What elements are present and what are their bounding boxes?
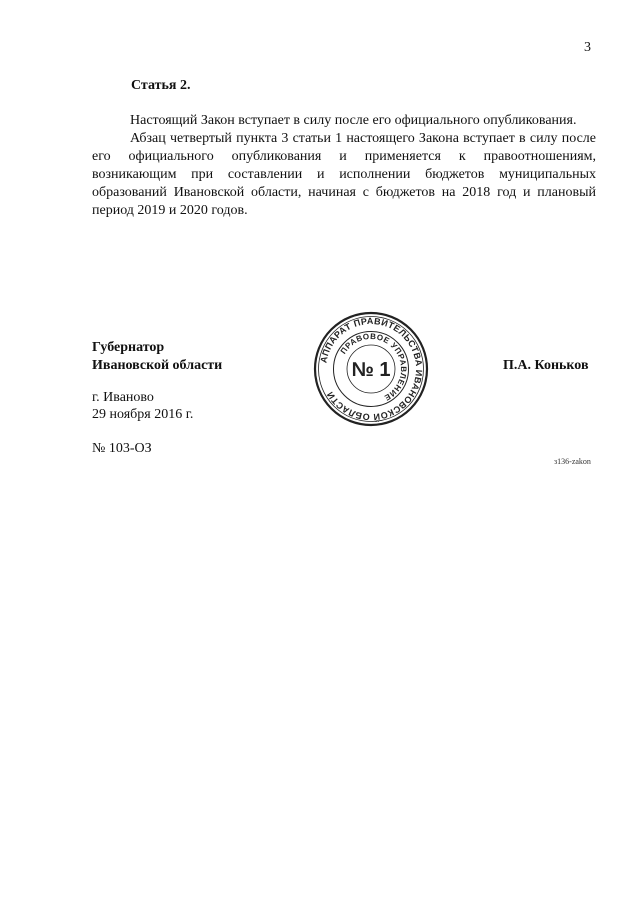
law-number: № 103-ОЗ — [92, 441, 152, 456]
paragraph-application: Абзац четвертый пункта 3 статьи 1 настоящего Закона вступает в силу после его официального опубликования и применяется к правоотношениям, возникающим при составлении и исполнении бюджетов муниципальных образований Ивановской области, начиная с бюджетов на 2018 год и плановый период 2019 и 2020 годов. — [92, 131, 596, 218]
seal-outer-text: АППАРАТ ПРАВИТЕЛЬСТВА ИВАНОВСКОЙ ОБЛАСТИ — [318, 315, 425, 423]
article-heading: Статья 2. — [131, 78, 191, 93]
page-number: 3 — [584, 40, 591, 55]
signatory-title — [92, 339, 222, 375]
place-of-signing: г. Иваново — [92, 390, 154, 405]
official-seal — [312, 310, 430, 428]
signatory-title-line-2: Ивановской области — [92, 358, 223, 373]
signatory-name: П.А. Коньков — [503, 358, 589, 373]
date-of-signing: 29 ноября 2016 г. — [92, 407, 194, 422]
seal-inner-text: ПРАВОВОЕ УПРАВЛЕНИЕ — [338, 331, 409, 403]
file-code: з136-zakon — [554, 457, 591, 466]
signatory-title-line-1: Губернатор — [92, 340, 165, 355]
seal-center-text: № 1 — [351, 359, 391, 381]
article-body — [92, 112, 596, 220]
paragraph-entry-into-force: Настоящий Закон вступает в силу после его официального опубликования. — [130, 113, 577, 128]
